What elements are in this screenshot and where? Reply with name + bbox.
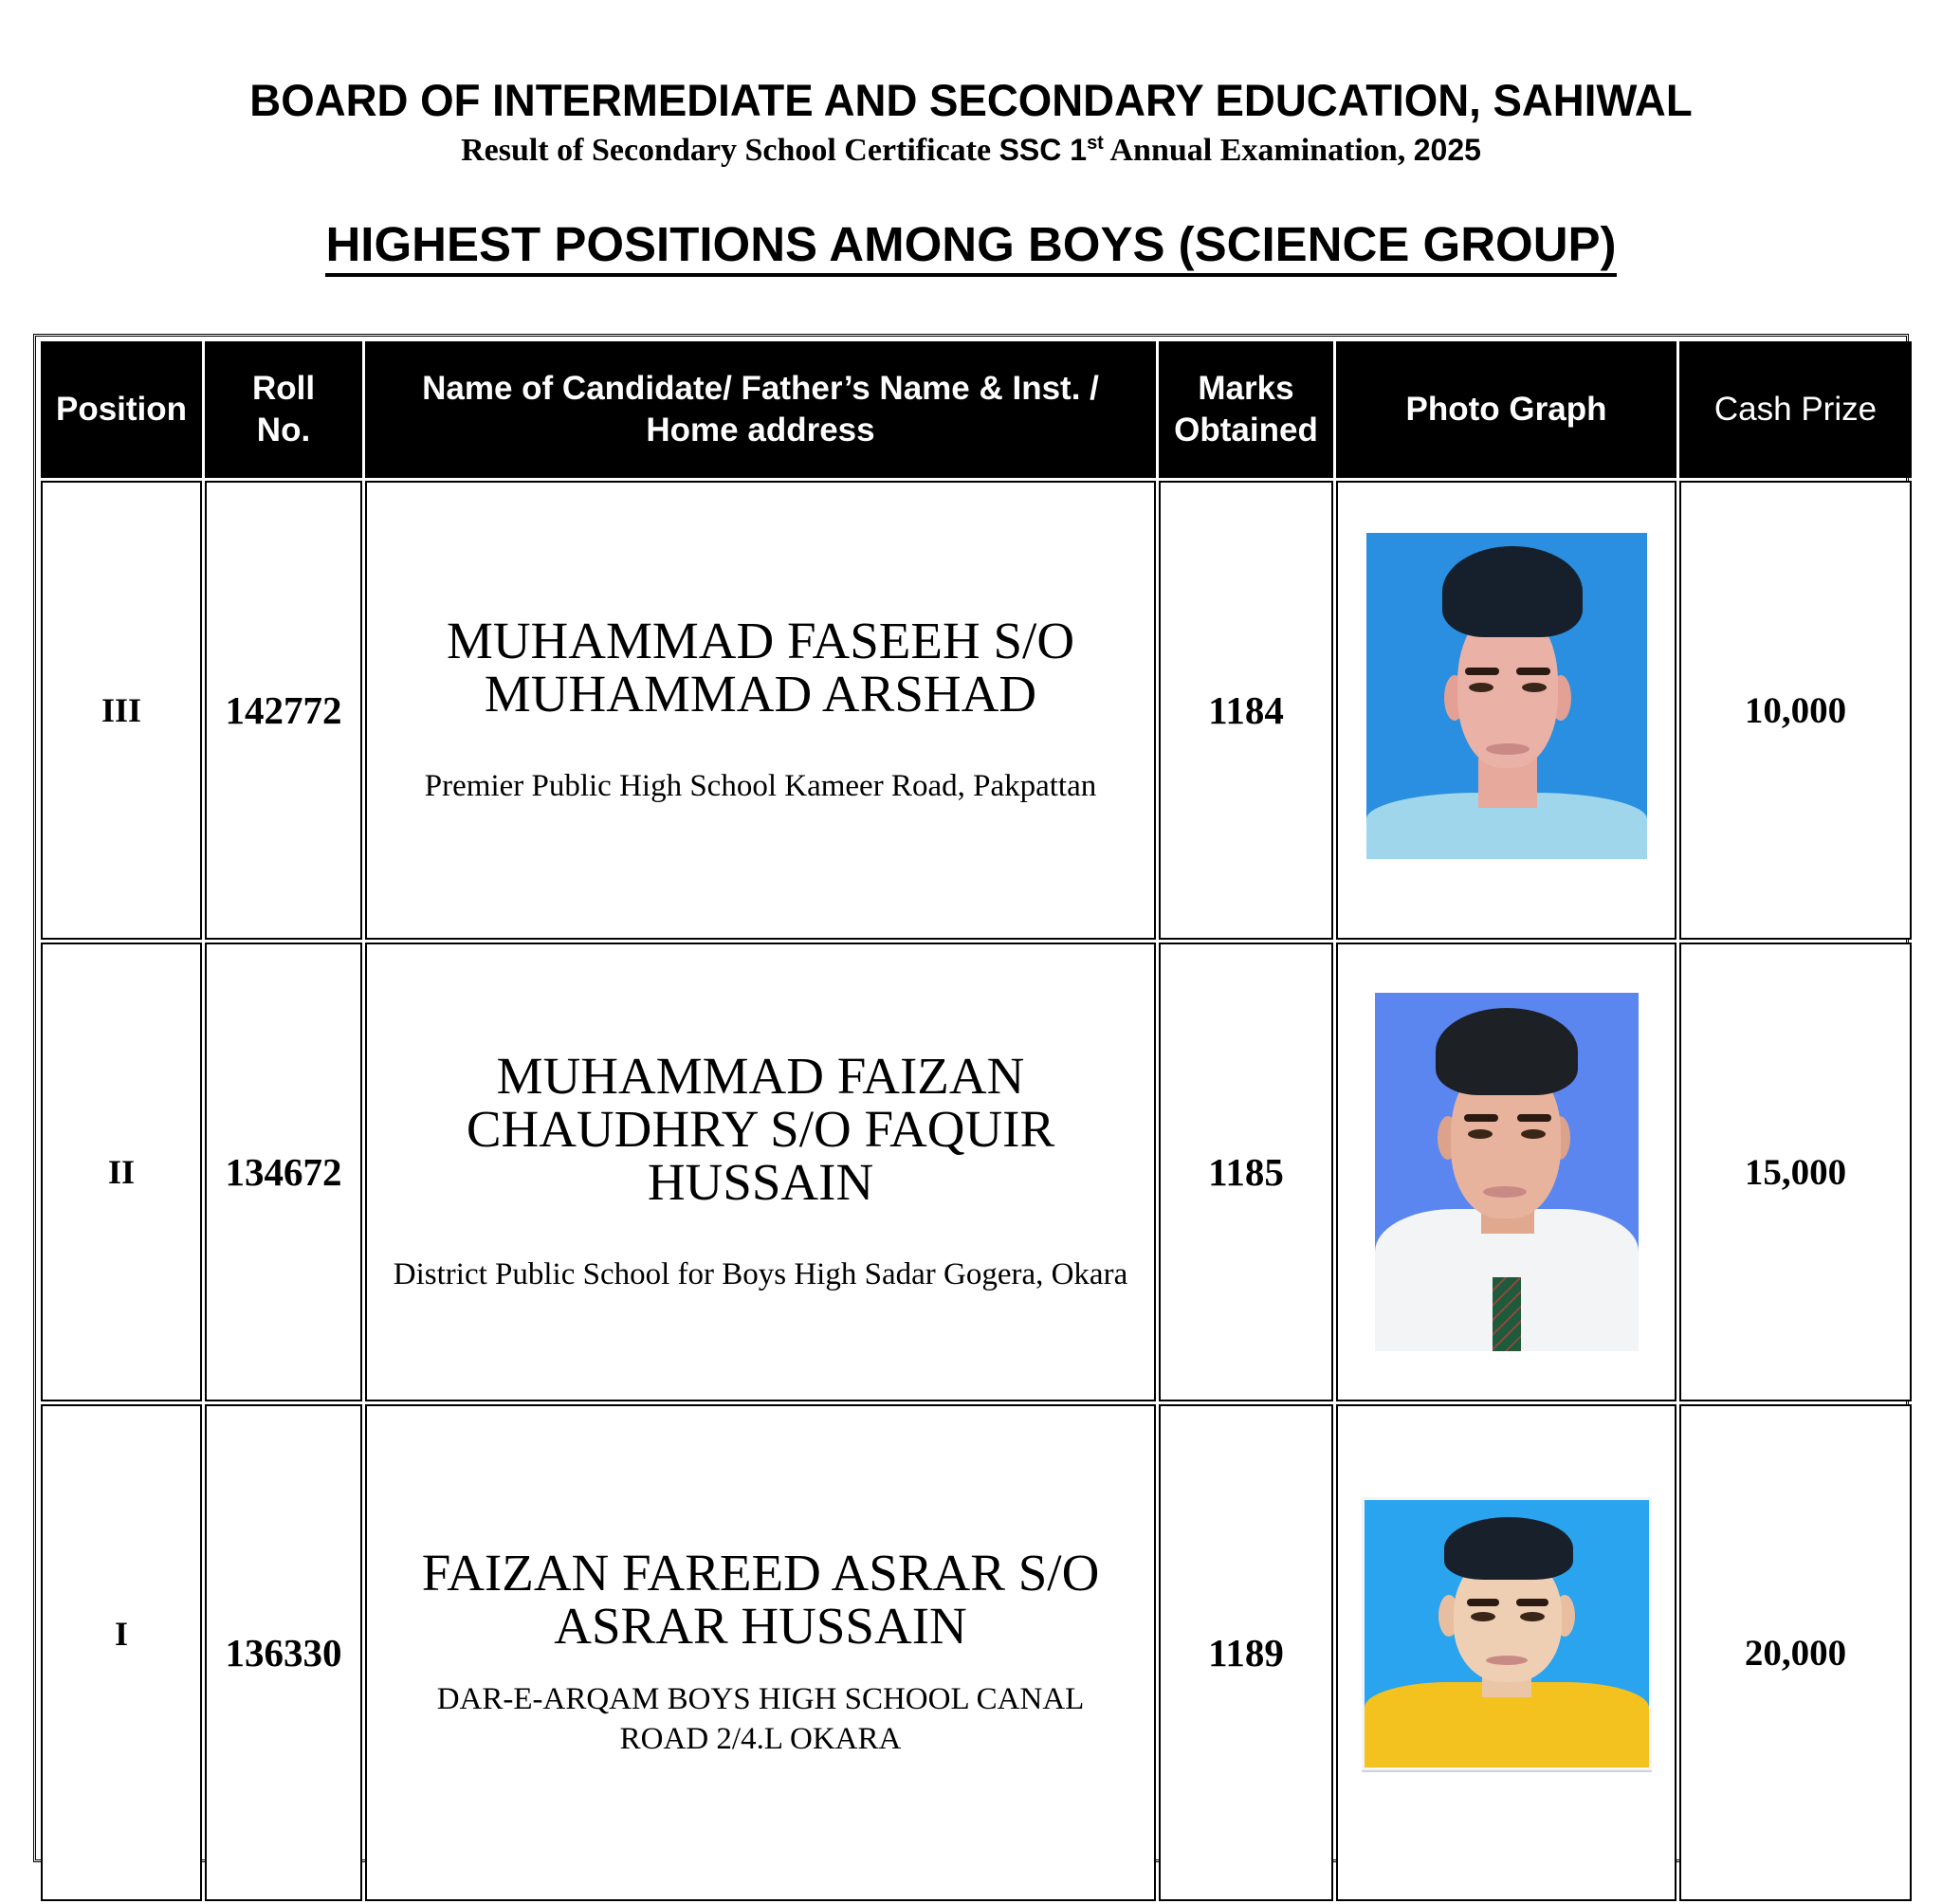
candidate-photo <box>1375 993 1639 1351</box>
section-title <box>0 216 1942 272</box>
roll-no-cell: 134672 <box>205 943 362 1401</box>
candidate-cell <box>365 943 1156 1401</box>
cash-prize-cell: 10,000 <box>1679 481 1912 940</box>
position-cell: II <box>41 943 202 1401</box>
candidate-institution: DAR-E-ARQAM BOYS HIGH SCHOOL CANAL ROAD 2/4.L OKARA <box>436 1682 1085 1756</box>
exam-subtitle <box>0 133 1942 169</box>
column-header-marks: Marks Obtained <box>1159 341 1333 478</box>
position-cell: I <box>41 1404 202 1901</box>
marks-cell: 1184 <box>1159 481 1333 940</box>
exam-year: 2025 <box>1413 133 1481 167</box>
cash-prize-cell: 20,000 <box>1679 1404 1912 1901</box>
photo-cell <box>1336 1404 1676 1901</box>
subtitle-middle: Annual Examination, <box>1109 133 1406 168</box>
cash-prize-cell: 15,000 <box>1679 943 1912 1401</box>
candidate-name: MUHAMMAD FASEEH S/O MUHAMMAD ARSHAD <box>446 612 1075 723</box>
candidate-photo <box>1362 1497 1652 1770</box>
marks-cell: 1189 <box>1159 1404 1333 1901</box>
candidate-institution: District Public School for Boys High Sadar Gogera, Okara <box>393 1257 1128 1291</box>
candidate-name: MUHAMMAD FAIZAN CHAUDHRY S/O FAQUIR HUSSAIN <box>466 1047 1055 1211</box>
column-header-roll-no: Roll No. <box>205 341 362 478</box>
roll-no-cell: 136330 <box>205 1404 362 1901</box>
section-title-text: HIGHEST POSITIONS AMONG BOYS (SCIENCE GROUP) <box>325 217 1616 277</box>
ordinal-suffix: st <box>1087 133 1104 154</box>
table-row <box>41 1404 1912 1901</box>
board-title: BOARD OF INTERMEDIATE AND SECONDARY EDUCATION, SAHIWAL <box>249 75 1693 125</box>
candidate-name: FAIZAN FAREED ASRAR S/O ASRAR HUSSAIN <box>421 1544 1100 1655</box>
column-header-cash-prize: Cash Prize <box>1679 341 1912 478</box>
photo-cell <box>1336 943 1676 1401</box>
table-row <box>41 943 1912 1401</box>
roll-no-cell: 142772 <box>205 481 362 940</box>
column-header-photo: Photo Graph <box>1336 341 1676 478</box>
results-table <box>38 339 1915 1904</box>
photo-cell <box>1336 481 1676 940</box>
exam-code: SSC 1 <box>998 133 1088 167</box>
position-cell: III <box>41 481 202 940</box>
subtitle-prefix: Result of Secondary School Certificate <box>461 133 992 168</box>
column-header-name: Name of Candidate/ Father’s Name & Inst. / Home address <box>365 341 1156 478</box>
marks-cell: 1185 <box>1159 943 1333 1401</box>
subtitle-exam <box>999 133 1104 167</box>
table-row <box>41 481 1912 940</box>
column-header-position: Position <box>41 341 202 478</box>
candidate-institution: Premier Public High School Kameer Road, Pakpattan <box>424 769 1097 803</box>
candidate-cell <box>365 481 1156 940</box>
candidate-cell <box>365 1404 1156 1901</box>
table-header-row <box>41 341 1912 478</box>
candidate-photo <box>1366 533 1647 859</box>
results-table-frame <box>33 334 1909 1862</box>
